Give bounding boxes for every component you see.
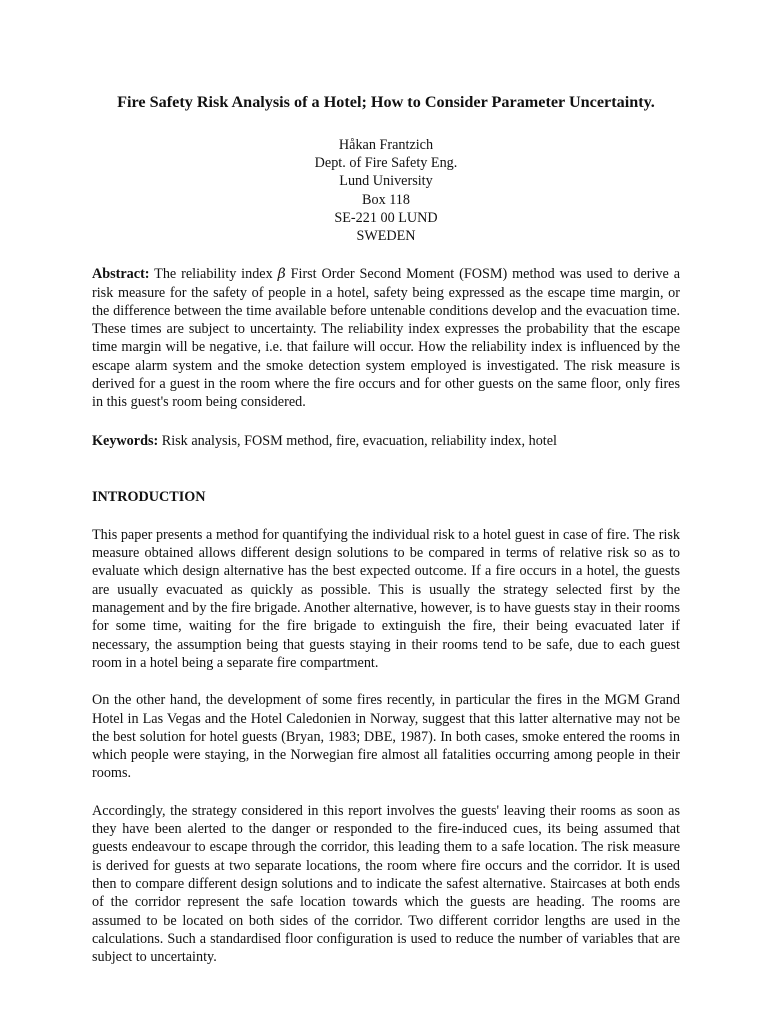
beta-symbol: β — [277, 266, 286, 283]
keywords-label: Keywords: — [92, 432, 159, 449]
affiliation-line: Box 118 — [362, 191, 410, 208]
abstract-text: First Order Second Moment (FOSM) method was used to derive a risk measure for the safety of people in a hotel, safety being expressed as the escape time margin, or the difference between the time available before untenable conditions develop and the evacuation time. These times are subject to uncertainty. The reliability index expresses the probability that the escape time margin will be negative, i.e. that failure will occur. How the reliability index is influenced by the escape alarm system and the smoke detection system employed is investigated. The risk measure is derived for a guest in the room where the fire occurs and for other guests on the same floor, only fires in this guest's room being considered. — [92, 266, 681, 411]
abstract — [92, 265, 680, 411]
section-heading-introduction: INTRODUCTION — [92, 488, 206, 505]
keywords-text: Risk analysis, FOSM method, fire, evacuation, reliability index, hotel — [161, 432, 557, 449]
intro-paragraph: This paper presents a method for quantifying the individual risk to a hotel guest in case of fire. The risk measure obtained allows different design solutions to be compared in terms of relative risk so as to evaluate which design alternative has the best expected outcome. If a fire occurs in a hotel, the guests are usually evacuated as quickly as possible. This is usually the strategy selected first by the management and by the fire brigade. Another alternative, however, is to have guests stay in their rooms for some time, waiting for the fire brigade to extinguish the fire, their being evacuated later if necessary, the assumption being that guests staying in their rooms tend to be safe, due to each guest room in a hotel being a separate fire compartment. — [92, 526, 680, 671]
intro-paragraph: Accordingly, the strategy considered in this report involves the guests' leaving their rooms as soon as they have been alerted to the danger or responded to the fire-induced cues, its being assumed that guests endeavour to escape through the corridor, this leading them to a safe location. The risk measure is derived for guests at two separate locations, the room where fire occurs and the corridor. It is used then to compare different design solutions and to indicate the safest alternative. Staircases at both ends of the corridor represent the safe location towards which the guests are heading. The rooms are assumed to be located on both sides of the corridor. Two different corridor lengths are used in the calculations. Such a standardised floor configuration is used to reduce the number of variables that are subject to uncertainty. — [92, 802, 680, 966]
affiliation-line: Lund University — [339, 173, 433, 190]
author-block — [92, 136, 680, 245]
paper-page — [92, 92, 680, 966]
affiliation-line: Dept. of Fire Safety Eng. — [314, 155, 458, 172]
abstract-text-start: The reliability index — [154, 266, 273, 283]
intro-paragraph: On the other hand, the development of some fires recently, in particular the fires in the MGM Grand Hotel in Las Vegas and the Hotel Caledonien in Norway, suggest that this latter alternative may not be the best solution for hotel guests (Bryan, 1983; DBE, 1987). In both cases, smoke entered the rooms in which people were staying, in the Norwegian fire almost all fatalities occurring among people in their rooms. — [92, 692, 680, 782]
affiliation-line: SE-221 00 LUND — [334, 209, 438, 226]
paper-title: Fire Safety Risk Analysis of a Hotel; How to Consider Parameter Uncertainty. — [117, 93, 655, 111]
author-name: Håkan Frantzich — [338, 137, 434, 153]
affiliation-line: SWEDEN — [356, 228, 416, 245]
keywords — [92, 432, 680, 450]
abstract-label: Abstract: — [92, 266, 150, 283]
